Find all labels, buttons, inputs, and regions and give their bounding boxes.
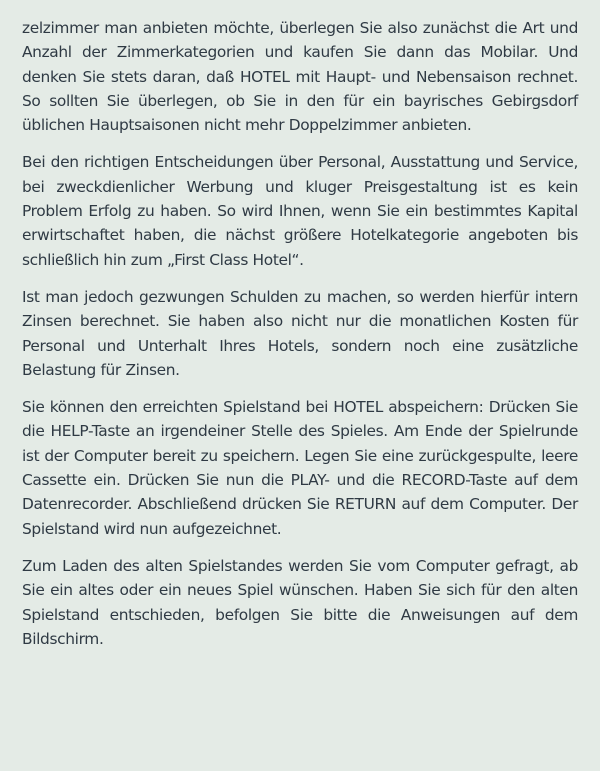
paragraph-load-game: Zum Laden des alten Spielstandes werden Sie vom Computer gefragt, ab Sie ein altes oder ein neues Spiel wünschen. Haben Sie sich für den alten Spielstand entschieden, befolgen Sie bitte die Anweisungen auf dem Bildschirm. <box>22 556 578 648</box>
paragraph-save-game: Sie können den erreichten Spielstand bei HOTEL abspeichern: Drücken Sie die HELP-Taste an irgendeiner Stelle des Spieles. Am Ende der Spielrunde ist der Computer bereit zu speichern. Legen Sie eine zurückgespulte, leere Cassette ein. Drücken Sie nun die PLAY- und die RECORD-Taste auf dem Datenrecorder. Abschließend drücken Sie RETURN auf dem Computer. Der Spielstand wird nun aufgezeichnet. <box>22 398 578 538</box>
paragraph-success-upgrades: Bei den richtigen Entscheidungen über Personal, Ausstattung und Service, bei zweckdienlicher Werbung und kluger Preisgestaltung ist es kein Problem Erfolg zu haben. So wird Ihnen, wenn Sie ein bestimmtes Kapital erwirtschaftet haben, die nächst größere Hotelkategorie angeboten bis schließlich hin zum „First Class Hotel“. <box>22 153 578 269</box>
paragraph-debt-interest: Ist man jedoch gezwungen Schulden zu machen, so werden hierfür intern Zinsen berechnet. Sie haben also nicht nur die monatlichen Kosten für Personal und Unterhalt Ihres Hotels, sondern noch eine zusätzliche Belastung für Zinsen. <box>22 287 578 379</box>
paragraph-room-categories: zelzimmer man anbieten möchte, überlegen Sie also zunächst die Art und Anzahl der Zimmerkategorien und kaufen Sie dann das Mobilar. Und denken Sie stets daran, daß HOTEL mit Haupt- und Nebensaison rechnet. So sollten Sie überlegen, ob Sie in den für ein bayrisches Gebirgsdorf üblichen Hauptsaisonen nicht mehr Doppelzimmer anbieten. <box>22 19 578 135</box>
manual-page <box>22 16 578 651</box>
